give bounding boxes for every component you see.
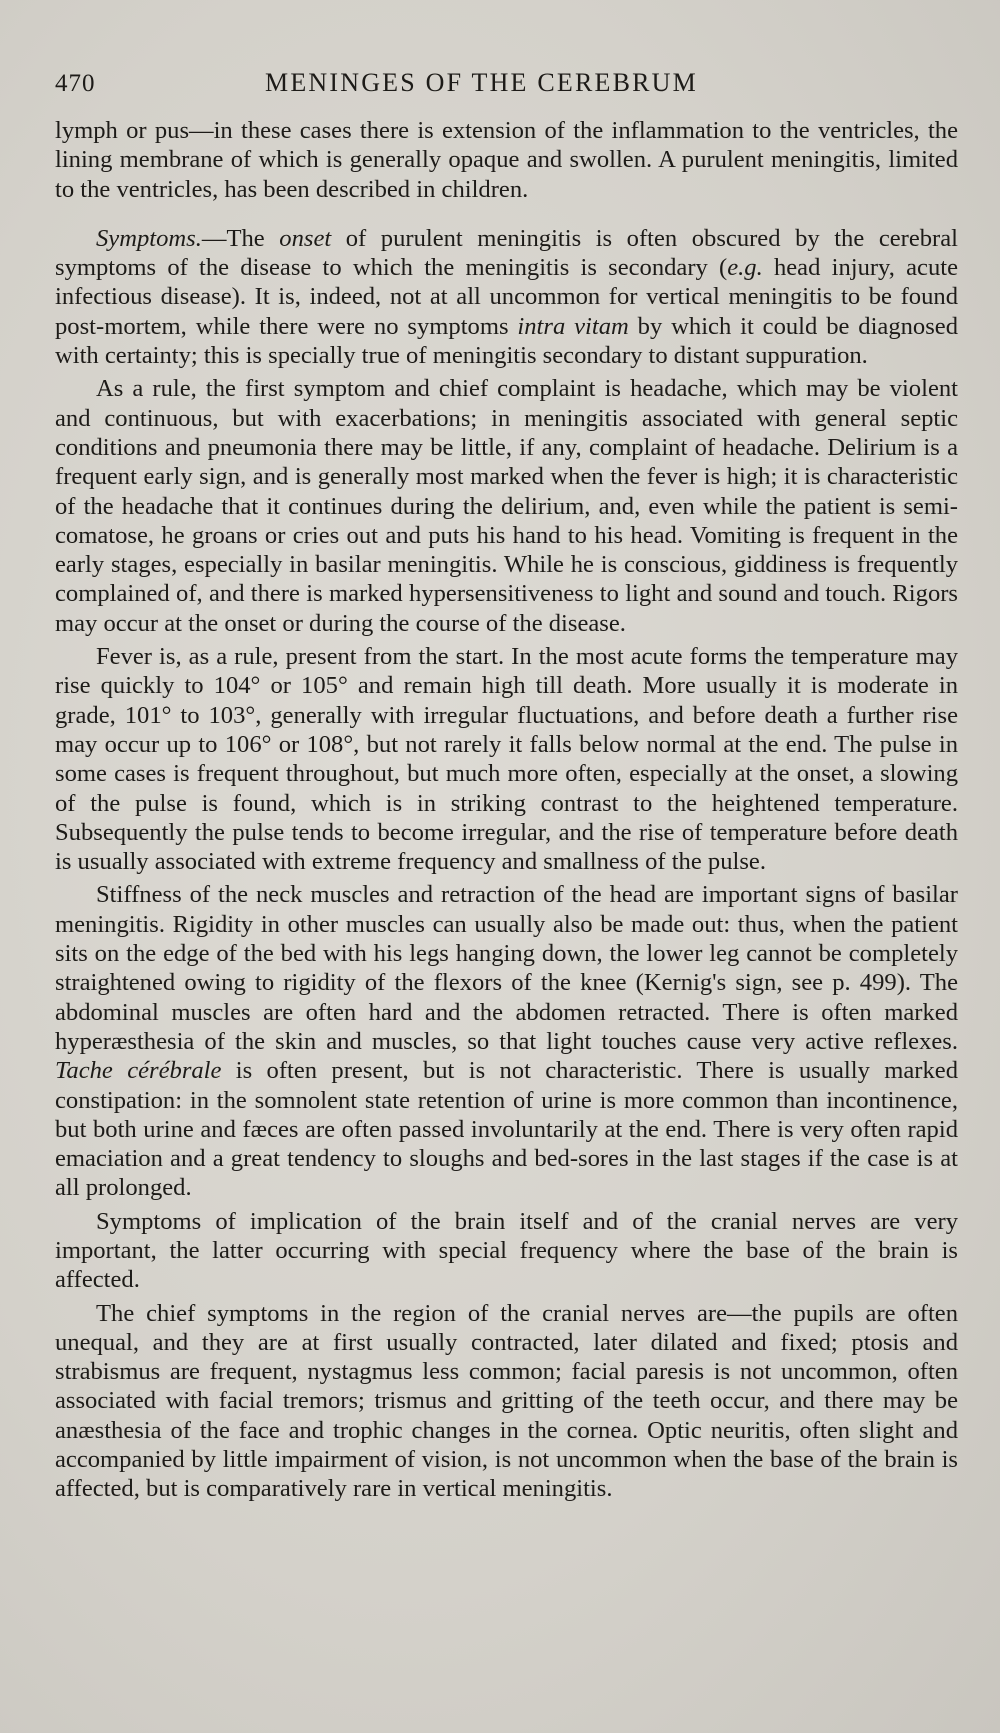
paragraph-continued: lymph or pus—in these cases there is extension of the inflammation to the ventricles, the lining membrane of which is generally opaque and swollen. A purulent meningitis, limited to the ventricles, has been described in children. (55, 117, 958, 203)
paragraph-headache: As a rule, the first symptom and chief complaint is headache, which may be violent and continuous, but with exacerbations; in meningitis associated with general septic conditions and pneumonia there may be little, if any, complaint of headache. Delirium is a frequent early sign, and is generally most marked when the fever is high; it is characteristic of the headache that it continues during the delirium, and, even while the patient is semi-comatose, he groans or cries out and puts his hand to his head. Vomiting is frequent in the early stages, especially in basilar meningitis. While he is conscious, giddiness is frequently complained of, and there is marked hypersensitiveness to light and sound and touch. Rigors may occur at the onset or during the course of the disease. (55, 375, 958, 637)
text-run: head injury, acute infectious disease). It is, indeed, not at all uncommon for vertical meningitis to be found post-mortem, while there were no symptoms (55, 254, 958, 340)
emphasis-intra-vitam: intra vitam (517, 312, 629, 340)
text-run: is often present, but is not characteristic. There is usually marked constipation: in the somnolent state retention of urine is more common than incontinence, but both urine and fæces are often passed involuntarily at the end. There is very often rapid emaciation and a great tendency to sloughs and bed-sores in the last stages if the case is at all prolonged. (55, 1057, 958, 1202)
text-run: Stiffness of the neck muscles and retraction of the head are important signs of basilar meningitis. Rigidity in other muscles can usually also be made out: thus, when the patient sits on the edge of the bed with his legs hanging down, the lower leg cannot be completely straightened owing to rigidity of the flexors of the knee (Kernig's sign, see p. 499). The abdominal muscles are often hard and the abdomen retracted. There is often marked hyperæsthesia of the skin and muscles, so that light touches cause very active reflexes. (55, 881, 958, 1055)
paragraph-stiffness (55, 880, 958, 1202)
emphasis-onset: onset (279, 224, 332, 252)
text-run: —The (201, 224, 280, 252)
paragraph-fever: Fever is, as a rule, present from the start. In the most acute forms the temperature may rise quickly to 104° or 105° and remain high till death. More usually it is moderate in grade, 101° to 103°, generally with irregular fluctuations, and before death a further rise may occur up to 106° or 108°, but not rarely it falls below normal at the end. The pulse in some cases is frequent throughout, but much more often, especially at the onset, a slowing of the pulse is found, which is in striking contrast to the heightened temperature. Subsequently the pulse tends to become irregular, and the rise of temperature before death is usually associated with extreme frequency and smallness of the pulse. (55, 643, 958, 876)
body-text (55, 116, 958, 1504)
running-title: MENINGES OF THE CEREBRUM (265, 68, 698, 97)
text-run: of purulent meningitis is often obscured by the cerebral symptoms of the disease to which the meningitis is secondary ( (55, 224, 958, 282)
running-head (55, 62, 958, 102)
page-number: 470 (55, 70, 96, 97)
paragraph-symptoms (55, 224, 958, 370)
paragraph-cranial-nerves: The chief symptoms in the region of the cranial nerves are—the pupils are often unequal, and they are at first usually contracted, later dilated and fixed; ptosis and strabismus are frequent, nystagmus less common; facial paresis is not uncommon, often associated with facial tremors; trismus and gritting of the teeth occur, and there may be anæsthesia of the face and trophic changes in the cornea. Optic neuritis, often slight and accompanied by little impairment of vision, is not uncommon when the base of the brain is affected, but is comparatively rare in vertical meningitis. (55, 1299, 958, 1503)
emphasis-tache-cerebrale: Tache cérébrale (55, 1057, 222, 1085)
paragraph-implication: Symptoms of implication of the brain itself and of the cranial nerves are very important, the latter occurring with special frequency where the base of the brain is affected. (55, 1207, 958, 1294)
emphasis-eg: e.g. (727, 254, 763, 282)
text-run: by which it could be diagnosed with certainty; this is specially true of meningitis secondary to distant suppuration. (55, 312, 959, 370)
section-heading-symptoms: Symptoms. (96, 224, 202, 252)
